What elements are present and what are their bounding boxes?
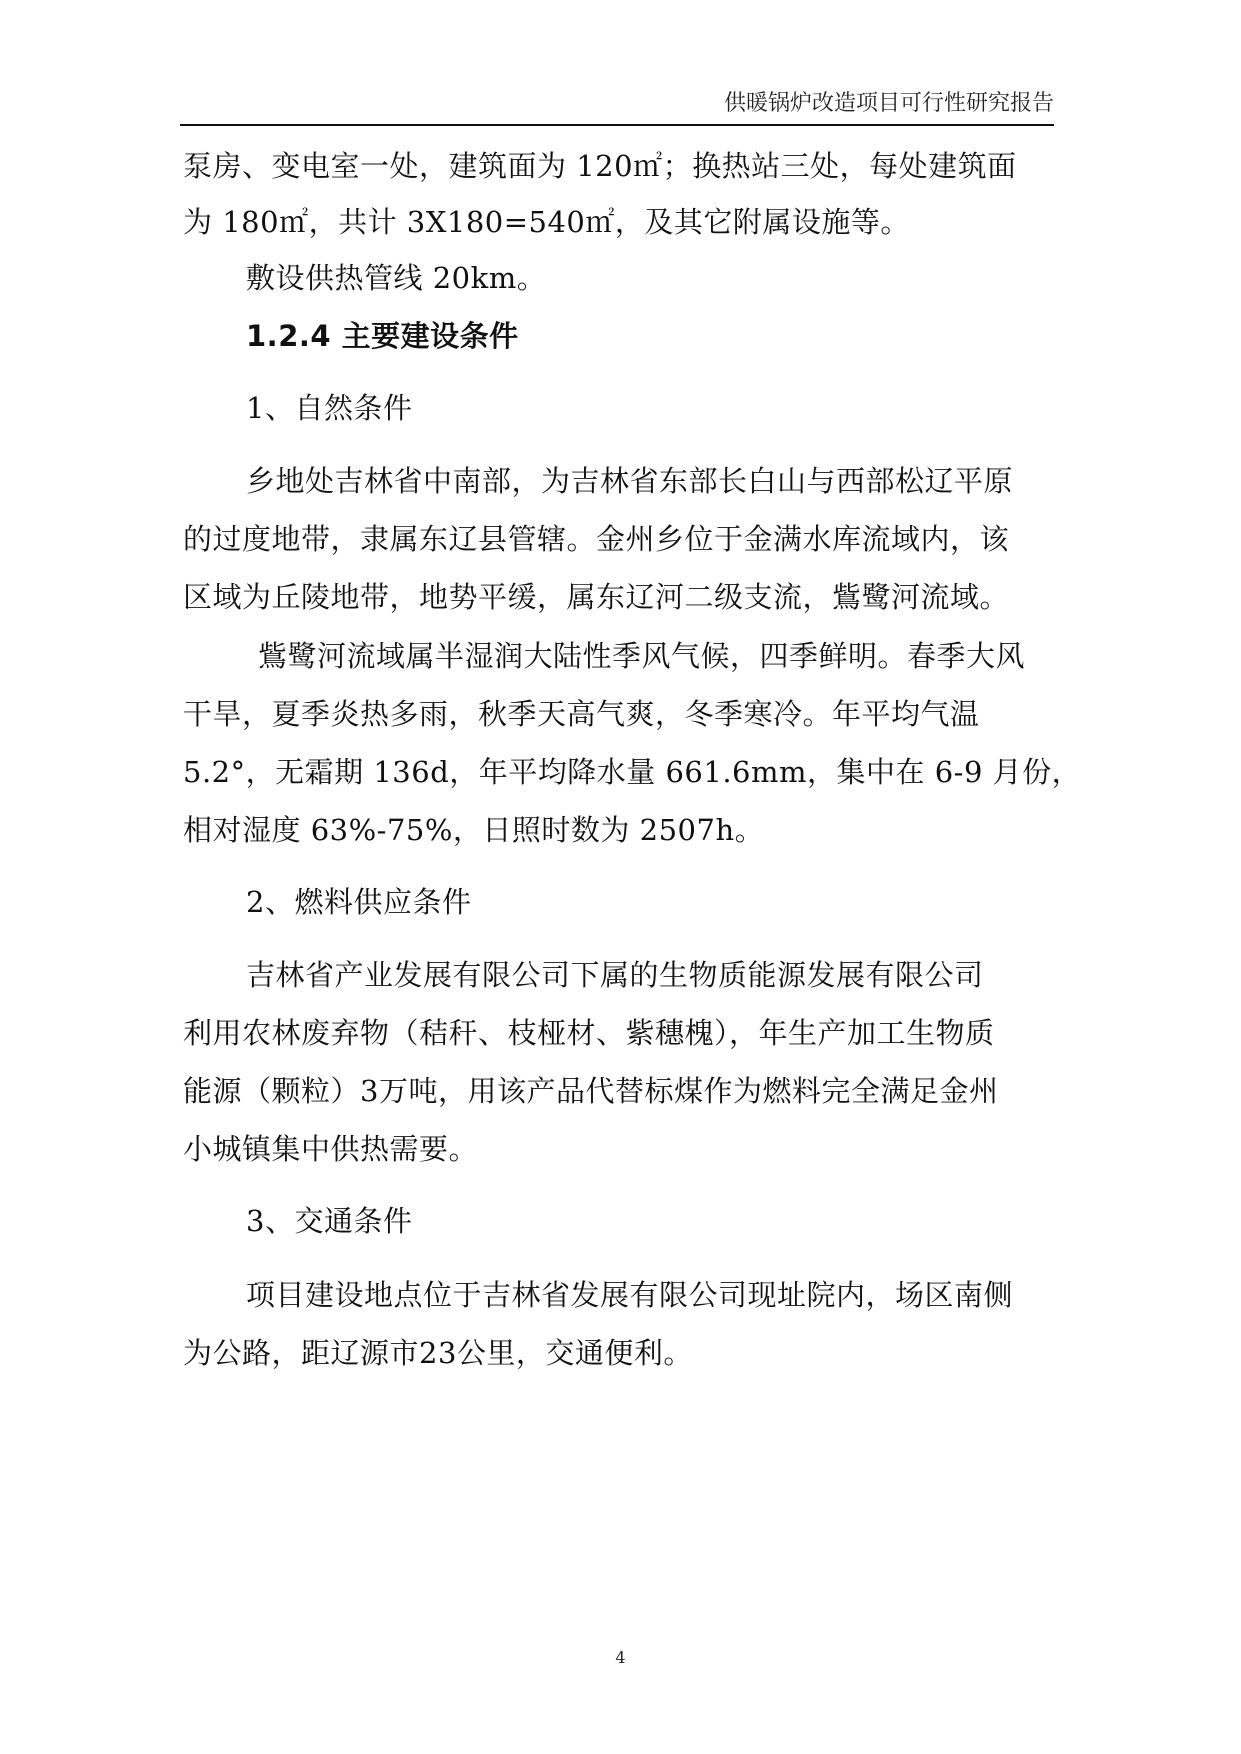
paragraph-line: 敷设供热管线 20km。 xyxy=(246,261,547,295)
paragraph-line: 的过度地带，隶属东辽县管辖。金州乡位于金满水库流域内，该 xyxy=(183,522,1010,556)
page-number: 4 xyxy=(615,1648,626,1667)
section-heading: 1.2.4 主要建设条件 xyxy=(246,319,519,353)
paragraph-line: 相对湿度 63%-75%，日照时数为 2507h。 xyxy=(183,813,765,847)
paragraph-line: 泵房、变电室一处，建筑面为 120㎡；换热站三处，每处建筑面 xyxy=(183,149,1017,183)
paragraph-line: 区域为丘陵地带，地势平缓，属东辽河二级支流，鴜鹭河流域。 xyxy=(183,580,1010,614)
paragraph-line: 小城镇集中供热需要。 xyxy=(183,1132,479,1166)
paragraph-line: 为 180㎡，共计 3X180=540㎡，及其它附属设施等。 xyxy=(183,205,910,239)
paragraph-line: 吉林省产业发展有限公司下属的生物质能源发展有限公司 xyxy=(246,958,984,992)
paragraph-line: 5.2°，无霜期 136d，年平均降水量 661.6mm，集中在 6-9 月份， xyxy=(183,755,1082,789)
paragraph-line: 利用农林废弃物（秸秆、枝桠材、紫穗槐），年生产加工生物质 xyxy=(183,1016,995,1050)
paragraph-line: 为公路，距辽源市23公里，交通便利。 xyxy=(183,1336,693,1370)
paragraph-line: 能源（颗粒）3万吨，用该产品代替标煤作为燃料完全满足金州 xyxy=(183,1074,999,1108)
paragraph-line: 项目建设地点位于吉林省发展有限公司现址院内，场区南侧 xyxy=(246,1278,1014,1312)
subsection-heading: 2、燃料供应条件 xyxy=(246,885,472,919)
subsection-heading: 1、自然条件 xyxy=(246,391,413,425)
running-header: 供暖锅炉改造项目可行性研究报告 xyxy=(180,84,1054,126)
paragraph-line: 乡地处吉林省中南部，为吉林省东部长白山与西部松辽平原 xyxy=(246,464,1014,498)
paragraph-line: 干旱，夏季炎热多雨，秋季天高气爽，冬季寒冷。年平均气温 xyxy=(183,697,980,731)
paragraph-line: 鴜鹭河流域属半湿润大陆性季风气候，四季鲜明。春季大风 xyxy=(258,639,1026,673)
subsection-heading: 3、交通条件 xyxy=(246,1204,413,1238)
